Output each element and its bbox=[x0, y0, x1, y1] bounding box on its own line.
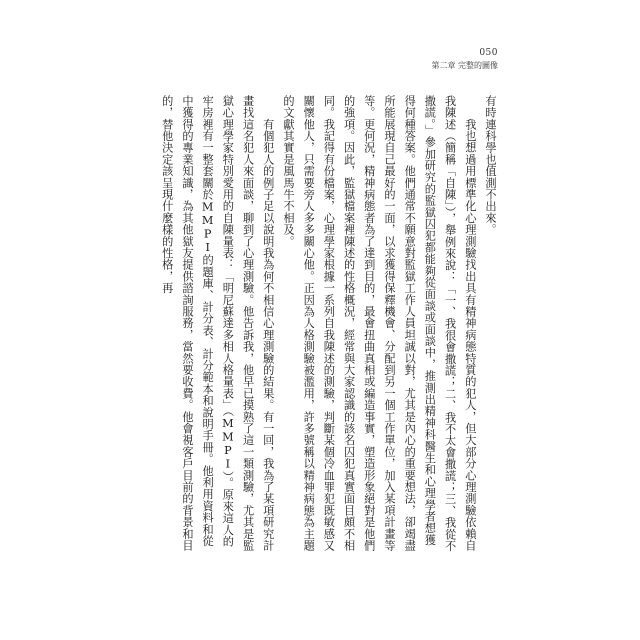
paragraph: 有時連科學也值測不出來。 bbox=[484, 95, 497, 236]
page-number: 050 bbox=[479, 48, 498, 58]
chapter-title: 第二章 完整的圖像 bbox=[431, 61, 498, 70]
page-header bbox=[431, 48, 498, 71]
paragraph: 有個犯人的例子足以說明我為何不相信心理測驗的結果。有一回，我為了某項研究計畫找這名犯人來面談，聊到了心理測驗。他告訴我，他早已摸熟了這一類測驗，尤其是監獄心理學家特別愛用的自陳量表：「明尼蘇達多相人格量表」（MMPI）。原來這人的牢房裡有一整套關於MMPI的題庫、計分表、計分範本和說明手冊。他利用資料和從中獲得的專業知識，為其他獄友提供諮詢服務，當然要收費。他會視客戶目前的背景和目的，替他決定該呈現什麼樣的性格，再 bbox=[160, 95, 275, 552]
body-text bbox=[160, 95, 500, 555]
paragraph: 我也想過用標準化心理測驗找出具有精神病態特質的犯人，但大部分心理測驗依賴自我陳述（簡稱「自陳」），舉例來說：「一、我很會撒謊；二、我不太會撒謊；三、我從不撒謊。」參加研究的監獄囚犯都能夠從面談或面談中，推測出精神科醫生和心理學者想獲得何種答案。他們通常不願意對監獄工作人員坦誠以對，尤其是內心的重要想法，卻竭盡所能展現自己最好的一面，以求獲得保釋機會、分配到另一個工作單位，加入某項計畫等等。更何況，精神病態者為了達到目的，最會扭曲真相或編造事實，塑造形象絕對是他們的強項。因此，監獄檔案裡陳述的性格概況，經常與大家認識的該名囚犯真實面目頗不相同。我記得有份檔案，心理學家根據一系列自我陳述的測驗，判斷某個冷血罪犯既敏感又關懷他人，只需要旁人多多關心他。正因為人格測驗被濫用，許多號稱以精神病態為主題的文獻其實是風馬牛不相及。 bbox=[281, 95, 477, 552]
